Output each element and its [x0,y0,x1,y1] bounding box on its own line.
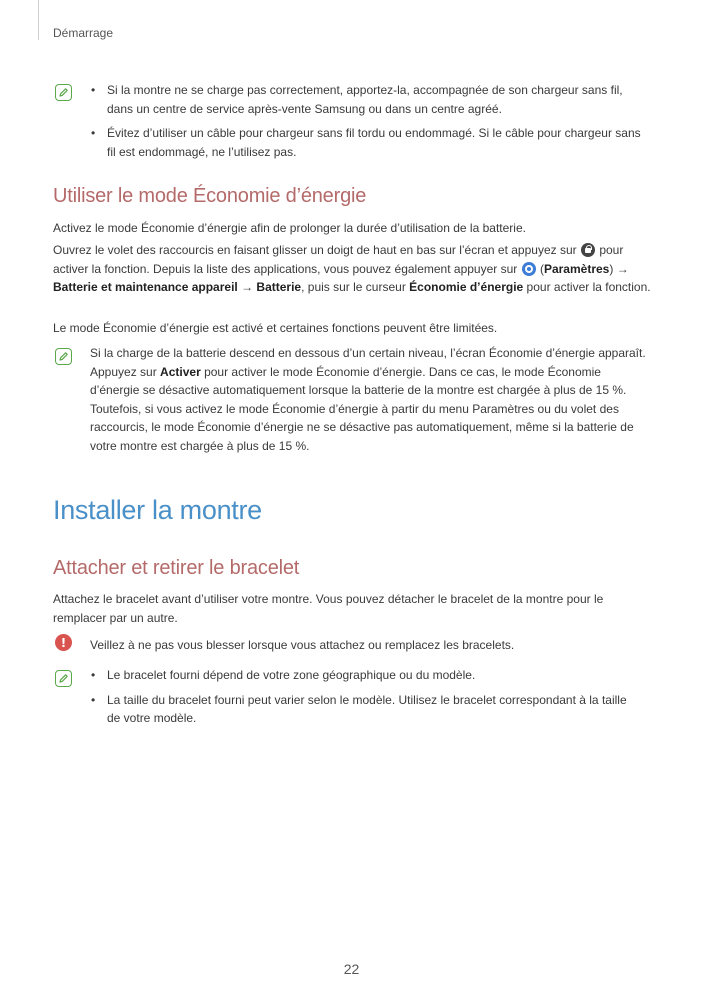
note-charging-list [90,81,650,167]
power-saving-instructions: Ouvrez le volet des raccourcis en faisant glisser un doigt de haut en bas sur l’écran et appuyez sur pour activer la fonction. Depuis la liste des applications, vous pouvez également appuyer sur (Paramètres) → Batterie et maintenance appareil → Batterie, puis sur le curseur Économie d’énergie pour activer la fonction. [53,243,651,294]
gear-icon [522,262,536,276]
install-watch-heading: Installer la montre [53,495,262,525]
page-number: 22 [343,961,360,977]
strap-notes-list [90,666,635,734]
list-item: • La taille du bracelet fourni peut varier selon le modèle. Utilisez le bracelet correspondant à la taille de votre modèle. [90,691,635,728]
header-rule [38,0,39,40]
arrow-icon: → [241,280,254,294]
note-pencil-icon [55,670,72,687]
list-item: • Évitez d’utiliser un câble pour chargeur sans fil tordu ou endommagé. Si le câble pour chargeur sans fil est endommagé, ne l’utilisez pas. [90,124,650,161]
note-pencil-icon [55,84,72,101]
arrow-icon: → [616,261,629,276]
caution-icon: ! [55,634,72,651]
lock-icon [581,243,595,257]
list-item: • Si la montre ne se charge pas correctement, apportez-la, accompagnée de son chargeur sans fil, dans un centre de service après-vente Samsung ou dans un centre agréé. [90,81,650,118]
power-saving-heading: Utiliser le mode Économie d’énergie [53,185,367,207]
strap-heading: Attacher et retirer le bracelet [53,557,300,579]
section-header: Démarrage [53,26,114,40]
list-item: • Le bracelet fourni dépend de votre zone géographique ou du modèle. [90,666,635,685]
power-saving-status: Le mode Économie d’énergie est activé et certaines fonctions peuvent être limitées. [53,321,498,335]
caution-text: Veillez à ne pas vous blesser lorsque vous attachez ou remplacez les bracelets. [90,638,515,652]
note-pencil-icon [55,348,72,365]
strap-paragraph: Attachez le bracelet avant d’utiliser votre montre. Vous pouvez détacher le bracelet de la montre pour le remplacer par un autre. [53,592,604,625]
power-saving-intro: Activez le mode Économie d’énergie afin de prolonger la durée d’utilisation de la batterie. [53,221,526,235]
power-saving-note: Si la charge de la batterie descend en dessous d’un certain niveau, l’écran Économie d’énergie apparaît. Appuyez sur Activer pour activer le mode Économie d’énergie. Dans ce cas, le mode Économie d’énergie se désactive automatiquement lorsque la batterie de la montre est chargée à plus de 15 %. Toutefois, si vous activez le mode Économie d’énergie à partir du menu Paramètres ou du volet des raccourcis, le mode Économie d’énergie ne se désactive pas automatiquement, même si la batterie de votre montre est chargée à plus de 15 %. [90,346,646,453]
